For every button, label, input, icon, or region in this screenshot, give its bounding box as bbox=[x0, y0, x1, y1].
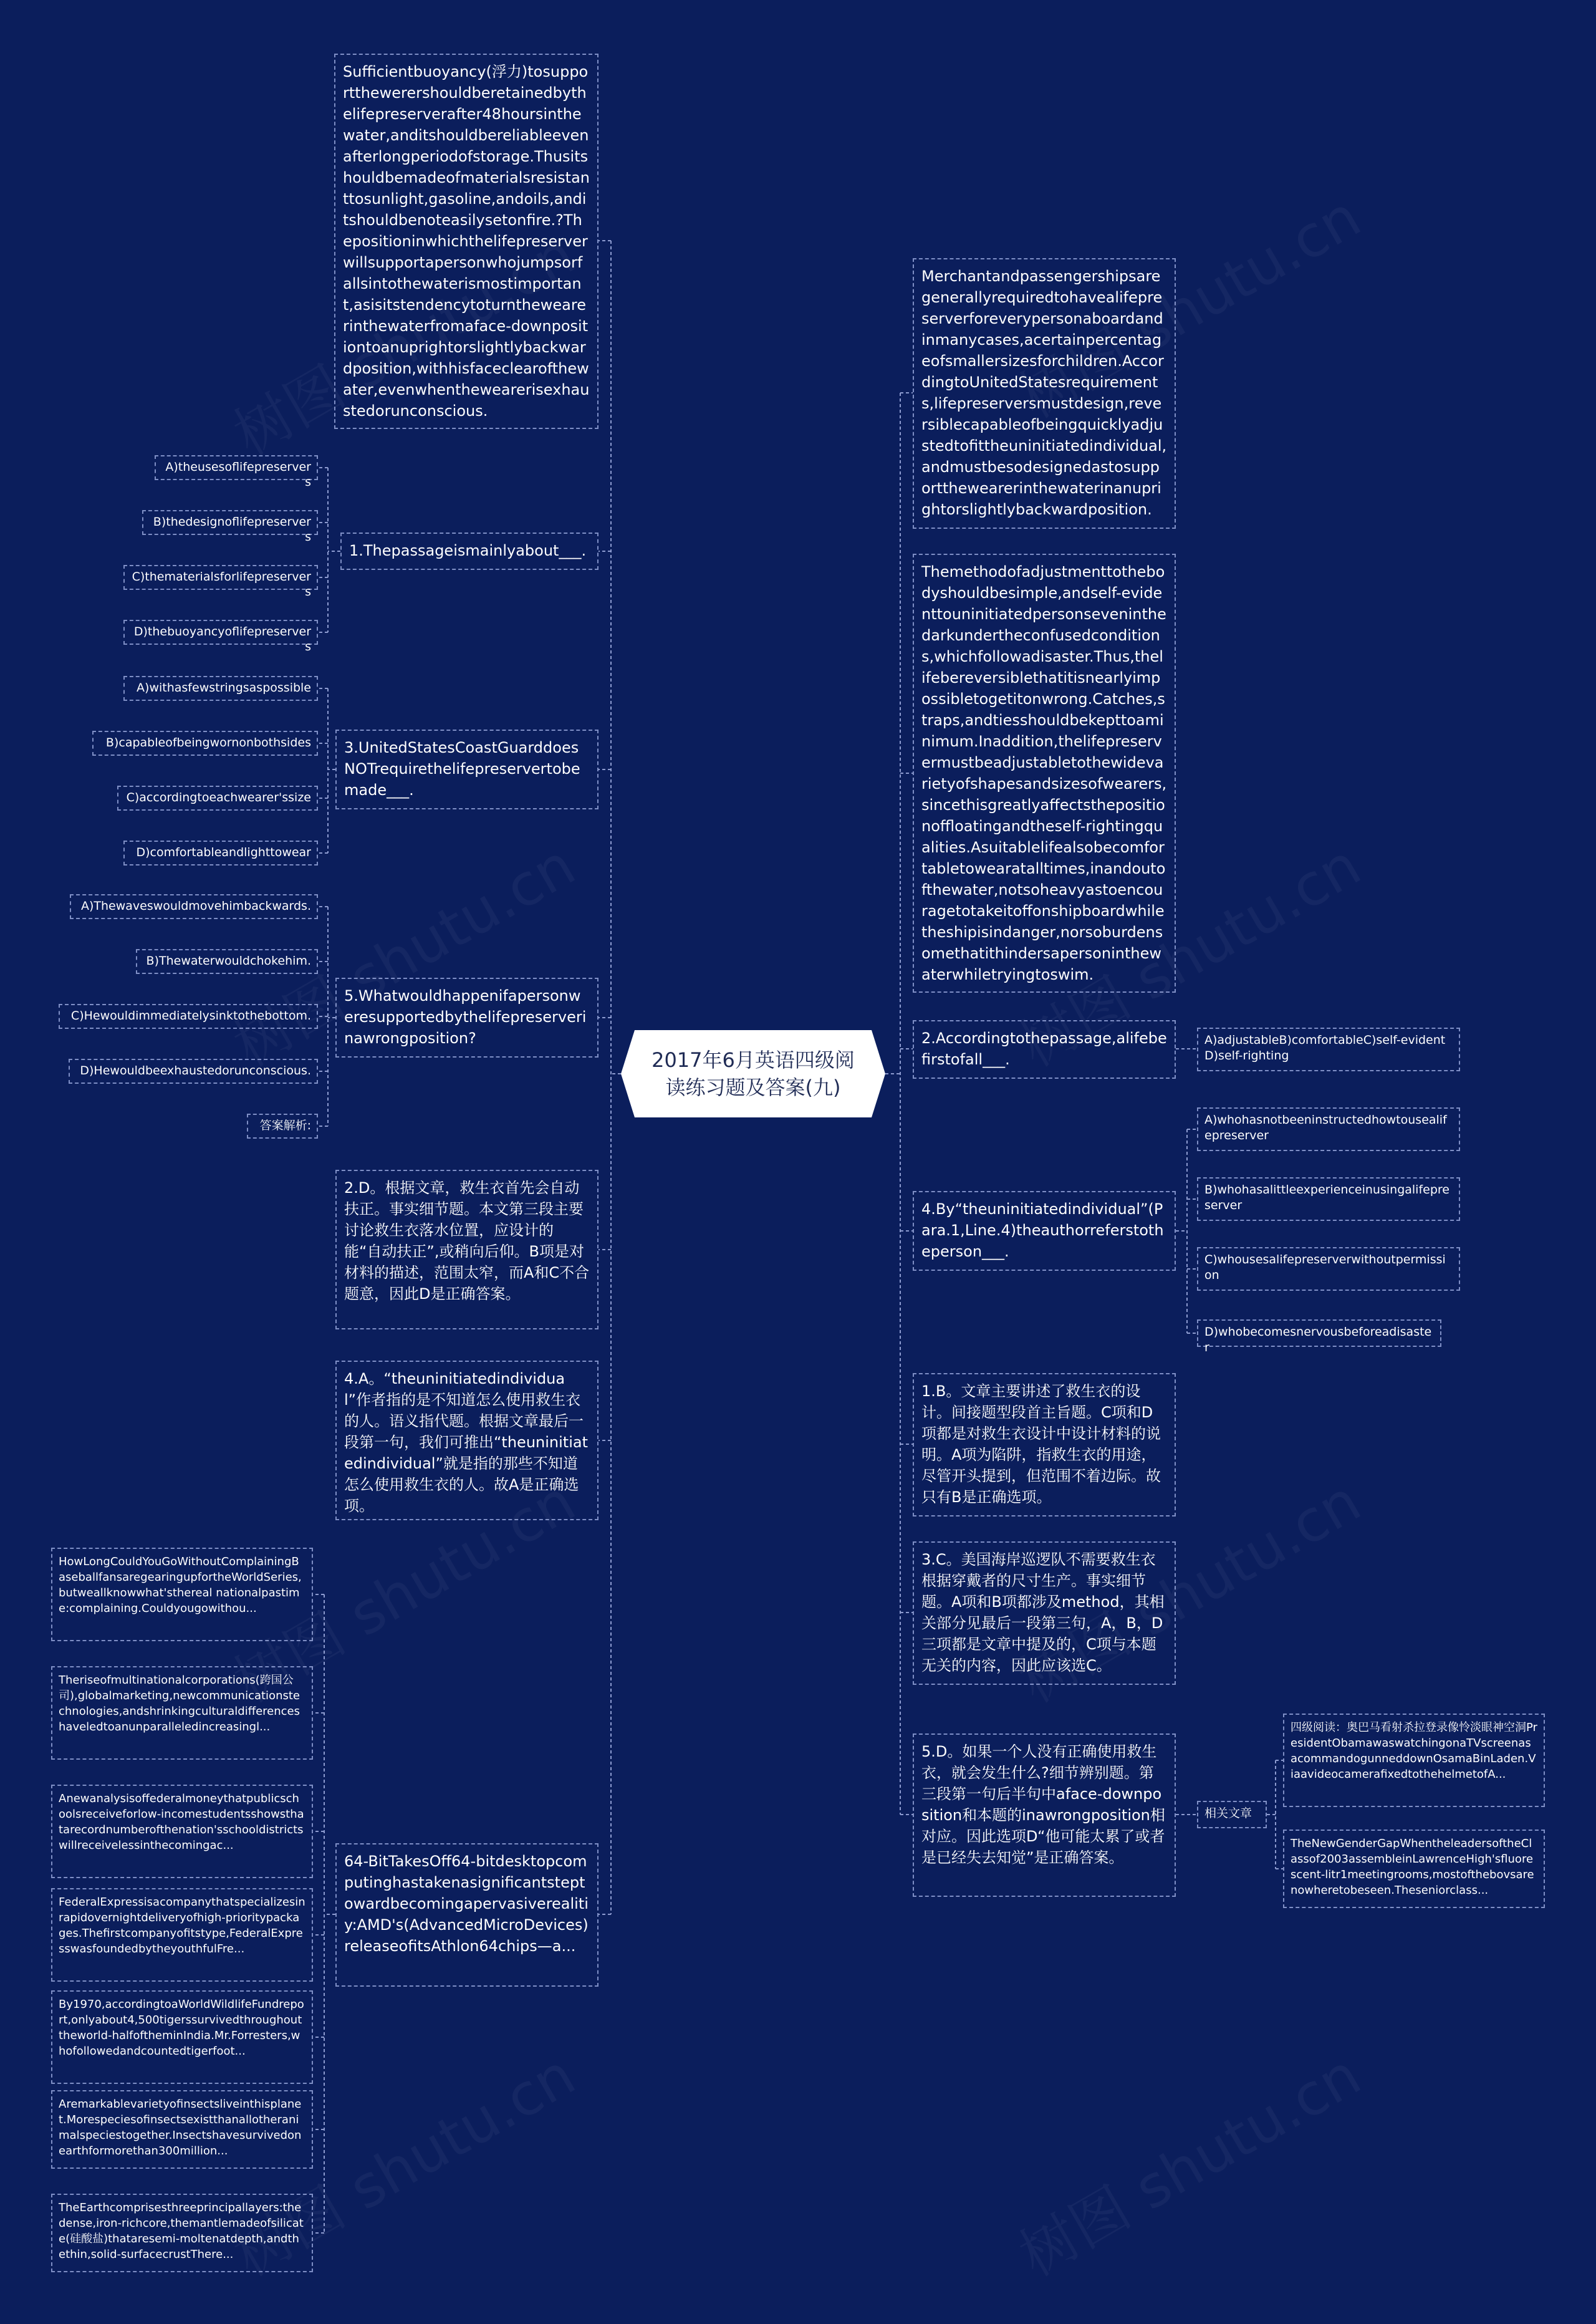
q4-option-b[interactable]: B)whohasalittleexperienceinusingalifepreserver bbox=[1197, 1177, 1460, 1221]
answer-5-explanation[interactable]: 5.D。如果一个人没有正确使用救生衣，就会发生什么?细节辨别题。第三段第一句后半句中aface-downposition和本题的inawrongposition相对应。因此选项D“他可能太累了或者是已经失去知觉”是正确答案。 bbox=[913, 1733, 1176, 1897]
question-1[interactable]: 1.Thepassageismainlyabout___. bbox=[340, 533, 598, 570]
related-article-7[interactable]: TheEarthcomprisesthreeprincipallayers:thedense,iron-richcore,themantlemadeofsilicate(硅酸盐)thataresemi-moltenatdepth,andthethin,solid-surfacecrustThere... bbox=[51, 2194, 313, 2272]
q3-option-c[interactable]: C)accordingtoeachwearer'ssize bbox=[117, 786, 318, 811]
q1-option-c[interactable]: C)thematerialsforlifepreservers bbox=[123, 565, 318, 590]
related-article-1[interactable]: HowLongCouldYouGoWithoutComplainingBaseballfansaregearingupfortheWorldSeries,butweallknowwhat'sthereal nationalpastime:complaining.Couldyougowithou... bbox=[51, 1548, 313, 1641]
root-title: 2017年6月英语四级阅读练习题及答案(九) bbox=[651, 1048, 855, 1099]
question-5[interactable]: 5.Whatwouldhappenifapersonweresupportedbythelifepreserverinawrongposition? bbox=[335, 978, 598, 1058]
related-articles-label[interactable]: 相关文章 bbox=[1197, 1801, 1267, 1828]
q1-option-a[interactable]: A)theusesoflifepreservers bbox=[155, 455, 318, 480]
q3-option-d[interactable]: D)comfortableandlighttowear bbox=[123, 841, 318, 865]
question-3[interactable]: 3.UnitedStatesCoastGuarddoesNOTrequirethelifepreservertobemade___. bbox=[335, 730, 598, 809]
q3-option-a[interactable]: A)withasfewstringsaspossible bbox=[123, 676, 318, 701]
related-article-2[interactable]: Theriseofmultinationalcorporations(跨国公司),globalmarketing,newcommunicationstechnologies,andshrinkingculturaldifferenceshaveledtoanunparalleledincreasingl... bbox=[51, 1666, 313, 1760]
answer-4-explanation[interactable]: 4.A。“theuninitiatedindividual”作者指的是不知道怎么使用救生衣的人。语义指代题。根据文章最后一段第一句，我们可推出“theuninitiatedindividual”就是指的那些不知道怎么使用救生衣的人。故A是正确选项。 bbox=[335, 1361, 598, 1520]
q5-option-d[interactable]: D)Hewouldbeexhaustedorunconscious. bbox=[69, 1059, 318, 1084]
answer-analysis-label[interactable]: 答案解析: bbox=[247, 1114, 318, 1139]
answer-2-explanation[interactable]: 2.D。根据文章，救生衣首先会自动扶正。事实细节题。本文第三段主要讨论救生衣落水位置，应设计的能“自动扶正”,或稍向后仰。B项是对材料的描述，范围太窄，而A和C不合题意，因此D是正确答案。 bbox=[335, 1170, 598, 1329]
related-article-4[interactable]: FederalExpressisacompanythatspecializesinrapidovernightdeliveryofhigh-prioritypackages.Thefirstcompanyofitstype,FederalExpresswasfoundedbytheyouthfulFre... bbox=[51, 1888, 313, 1982]
q5-option-a[interactable]: A)Thewaveswouldmovehimbackwards. bbox=[70, 894, 318, 919]
answer-3-explanation[interactable]: 3.C。美国海岸巡逻队不需要救生衣根据穿戴者的尺寸生产。事实细节题。A项和B项都涉及method，其相关部分见最后一段第三句，A，B，D三项都是文章中提及的，C项与本题无关的内容，因此应该选C。 bbox=[913, 1541, 1176, 1685]
related-article-obama[interactable]: 四级阅读：奥巴马看射杀拉登录像怜淡眼神空洞PresidentObamawaswatchingonaTVscreenasacommandogunneddownOsamaBinLaden.ViaavideocamerafixedtothehelmetofA... bbox=[1283, 1714, 1545, 1807]
related-article-3[interactable]: Anewanalysisoffederalmoneythatpublicschoolsreceiveforlow-incomestudentsshowsthatarecordnumberofthenation'sschooldistrictswillreceivelessinthecomingac... bbox=[51, 1785, 313, 1878]
related-article-5[interactable]: By1970,accordingtoaWorldWildlifeFundreport,onlyabout4,500tigerssurvivedthroughouttheworld-halfoftheminIndia.Mr.Forresters,whofollowedandcountedtigerfoot... bbox=[51, 1990, 313, 2084]
question-2[interactable]: 2.Accordingtothepassage,alifebefirstofall___. bbox=[913, 1020, 1176, 1079]
question-4[interactable]: 4.By“theuninitiatedindividual”(Para.1,Line.4)theauthorreferstotheperson___. bbox=[913, 1191, 1176, 1271]
q2-options[interactable]: A)adjustableB)comfortableC)self-evident D)self-righting bbox=[1197, 1028, 1460, 1071]
related-article-6[interactable]: Aremarkablevarietyofinsectsliveinthisplanet.Morespeciesofinsectsexistthanallotheranimalspeciestogether.Insectshavesurvivedonearthformorethan300million... bbox=[51, 2090, 313, 2169]
q4-option-c[interactable]: C)whousesalifepreserverwithoutpermission bbox=[1197, 1247, 1460, 1291]
q1-option-b[interactable]: B)thedesignoflifepreservers bbox=[142, 510, 318, 535]
q1-option-d[interactable]: D)thebuoyancyoflifepreservers bbox=[123, 620, 318, 645]
q3-option-b[interactable]: B)capableofbeingwornonbothsides bbox=[92, 731, 318, 756]
q5-option-c[interactable]: C)Hewouldimmediatelysinktothebottom. bbox=[59, 1004, 318, 1029]
answer-1-explanation[interactable]: 1.B。文章主要讲述了救生衣的设计。间接题型段首主旨题。C项和D项都是对救生衣设计中设计材料的说明。A项为陷阱，指救生衣的用途，尽管开头提到，但范围不着边际。故只有B是正确选项。 bbox=[913, 1373, 1176, 1516]
passage-paragraph-1[interactable]: Sufficientbuoyancy(浮力)tosupportthewerershouldberetainedbythelifepreserverafter48hoursinthewater,anditshouldbereliableevenafterlongperiodofstorage.Thusitshouldbemadeofmaterialsresistanttosunlight,gasoline,andoils,anditshouldbenoteasilysetonfire.?Thepositioninwhichthelifepreserverwillsupportapersonwhojumpsorfallsintothewaterismostimportant,asisitstendencytoturnthewearerinthewaterfromaface-downpositiontoanuprightorslightlybackwardposition,withhisfaceclearofthewater,evenwhenthewearerisexhaustedorunconscious. bbox=[334, 54, 598, 429]
q4-option-d[interactable]: D)whobecomesnervousbeforeadisaster bbox=[1197, 1319, 1441, 1347]
q5-option-b[interactable]: B)Thewaterwouldchokehim. bbox=[136, 949, 318, 974]
article-64-bit[interactable]: 64-BitTakesOff64-bitdesktopcomputinghastakenasignificantsteptowardbecomingapervasiverealitiy:AMD's(AdvancedMicroDevices)releaseofitsAthlon64chips—a... bbox=[335, 1843, 598, 1987]
related-article-gender-gap[interactable]: TheNewGenderGapWhentheleadersoftheClassof2003assembleinLawrenceHigh'sfluorescent-litr1meetingrooms,mostofthebovsarenowheretobeseen.Theseniorclass... bbox=[1283, 1830, 1545, 1908]
q4-option-a[interactable]: A)whohasnotbeeninstructedhowtousealifepreserver bbox=[1197, 1107, 1460, 1151]
root-node[interactable] bbox=[621, 1030, 885, 1117]
passage-paragraph-2[interactable]: Merchantandpassengershipsaregenerallyrequiredtohavealifepreserverforeverypersonaboardandinmanycases,acertainpercentageofsmallersizesforchildren.AccordingtoUnitedStatesrequirements,lifepreserversmustdesign,reversiblecapableofbeingquicklyadjustedtofittheuninitiatedindividual,andmustbesodesignedastosupportthewearerinthewaterinanuprightorslightlybackwardposition. bbox=[913, 258, 1176, 529]
passage-paragraph-3[interactable]: Themethodofadjustmenttothebodyshouldbesimple,andself-evidenttouninitiatedpersonseveninthedarkundertheconfusedconditions,whichfollowadisaster.Thus,thelifebereversiblethatitisnearlyimpossibletogetitonwrong.Catches,straps,andtiesshouldbekepttoaminimum.Inaddition,thelifepreservermustbeadjustabletothewidevarietyofshapesandsizesofwearers,sincethisgreatlyaffectsthepositionoffloatingandtheself-rightingqualities.Asuitablelifealsobecomfortabletowearatalltimes,inandoutofthewater,notsoheavyastoencouragetotakeitoffonshipboardwhiletheshipisindanger,norsoburdensomethatithindersapersoninthewaterwhiletryingtoswim. bbox=[913, 554, 1176, 993]
